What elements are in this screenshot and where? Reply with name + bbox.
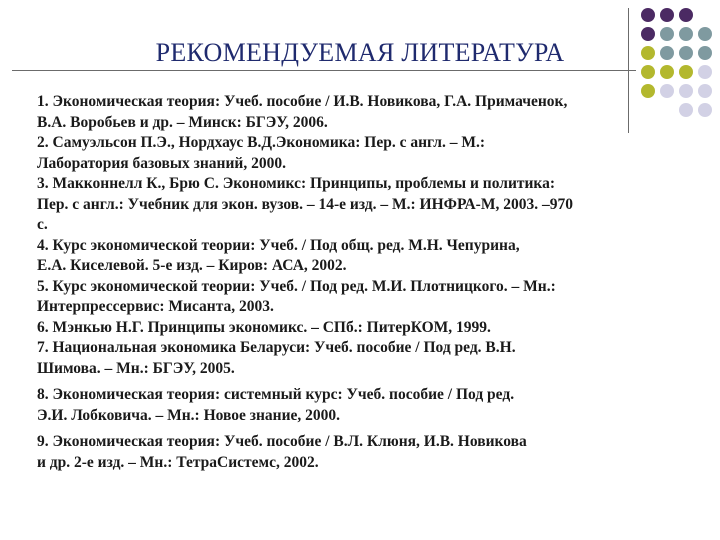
reference-item-5 xyxy=(37,277,677,318)
reference-item-8 xyxy=(37,385,677,426)
ref-7-line-1: 7. Национальная экономика Беларуси: Учеб. пособие / Под ред. В.Н. xyxy=(37,339,516,356)
reference-item-2 xyxy=(37,133,677,174)
decor-dot-purple xyxy=(641,8,655,22)
reference-item-3 xyxy=(37,174,677,236)
decor-dot-lavender xyxy=(679,84,693,98)
ref-1-line-2: В.А. Воробьев и др. – Минск: БГЭУ, 2006. xyxy=(37,113,328,131)
ref-2-line-2: Лаборатория базовых знаний, 2000. xyxy=(37,154,286,172)
ref-8-line-1: 8. Экономическая теория: системный курс: Учеб. пособие / Под ред. xyxy=(37,386,515,403)
ref-8-line-2: Э.И. Лобковича. – Мн.: Новое знание, 2000. xyxy=(37,406,341,424)
ref-5-line-1: 5. Курс экономической теории: Учеб. / Под ред. М.И. Плотницкого. – Мн.: xyxy=(37,277,556,295)
decor-dot-purple xyxy=(679,8,693,22)
decor-dot-lavender xyxy=(698,84,712,98)
reference-list xyxy=(37,92,677,473)
decor-horizontal-line xyxy=(12,70,636,71)
reference-item-1 xyxy=(37,92,677,133)
ref-9-line-2: и др. 2-е изд. – Мн.: ТетраСистемс, 2002. xyxy=(37,453,319,471)
ref-3-line-1: 3. Макконнелл К., Брю С. Экономикс: Принципы, проблемы и политика: xyxy=(37,175,556,192)
reference-item-7 xyxy=(37,338,677,379)
reference-item-6 xyxy=(37,318,677,339)
ref-4-line-2: Е.А. Киселевой. 5-е изд. – Киров: АСА, 2002. xyxy=(37,257,347,274)
ref-7-line-2: Шимова. – Мн.: БГЭУ, 2005. xyxy=(37,359,235,377)
ref-3-line-3: с. xyxy=(37,216,48,233)
ref-1-line-1: 1. Экономическая теория: Учеб. пособие / И.В. Новикова, Г.А. Примаченок, xyxy=(37,93,568,110)
ref-9-line-1: 9. Экономическая теория: Учеб. пособие / В.Л. Клюня, И.В. Новикова xyxy=(37,433,527,450)
ref-2-line-1: 2. Самуэльсон П.Э., Нордхаус В.Д.Экономика: Пер. с англ. – М.: xyxy=(37,134,485,151)
decor-dot-purple xyxy=(660,8,674,22)
ref-6-line-1: 6. Мэнкью Н.Г. Принципы экономикс. – СПб.: ПитерКОМ, 1999. xyxy=(37,318,491,336)
reference-item-9 xyxy=(37,432,677,473)
decor-dot-none xyxy=(698,8,712,22)
decor-dot-lavender xyxy=(698,103,712,117)
reference-item-4 xyxy=(37,236,677,277)
decor-dot-lavender xyxy=(679,103,693,117)
ref-4-line-1: 4. Курс экономической теории: Учеб. / Под общ. ред. М.Н. Чепурина, xyxy=(37,236,520,254)
slide-title: РЕКОМЕНДУЕМАЯ ЛИТЕРАТУРА xyxy=(155,38,565,67)
ref-5-line-2: Интерпрессервис: Мисанта, 2003. xyxy=(37,298,274,315)
ref-3-line-2: Пер. с англ.: Учебник для экон. вузов. – 14-е изд. – М.: ИНФРА-М, 2003. –970 xyxy=(37,195,573,213)
